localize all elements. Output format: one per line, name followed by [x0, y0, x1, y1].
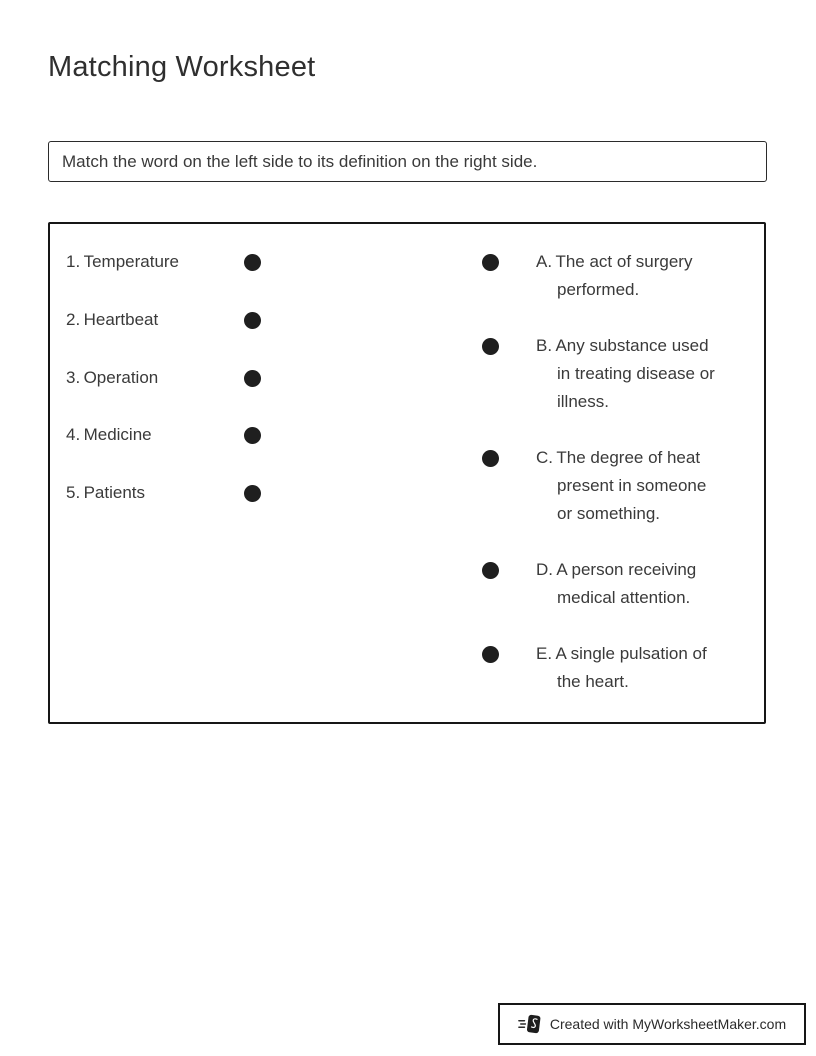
word-label: 3. Operation — [66, 368, 159, 387]
match-dot-left — [244, 485, 261, 502]
definition-text — [536, 640, 776, 696]
word-label: 4. Medicine — [66, 425, 152, 444]
definition-line: or something. — [557, 504, 660, 523]
definition-line: illness. — [557, 392, 609, 411]
page-title: Matching Worksheet — [48, 51, 316, 83]
definition-line: in treating disease or — [557, 364, 715, 383]
definition-line: B. Any substance used — [536, 336, 709, 355]
match-dot-right — [482, 450, 499, 467]
match-dot-left — [244, 370, 261, 387]
definition-line: medical attention. — [557, 588, 691, 607]
match-dot-right — [482, 646, 499, 663]
creator-badge[interactable] — [498, 1003, 806, 1045]
word-label: 2. Heartbeat — [66, 310, 159, 329]
definition-line: A. The act of surgery — [536, 252, 693, 271]
definition-line: C. The degree of heat — [536, 448, 701, 467]
flying-worksheet-icon — [518, 1012, 542, 1036]
definition-line: present in someone — [557, 476, 707, 495]
match-dot-right — [482, 338, 499, 355]
word-label: 5. Patients — [66, 483, 146, 502]
instruction-box — [48, 141, 767, 182]
definition-text — [536, 332, 776, 416]
definition-line: E. A single pulsation of — [536, 644, 707, 663]
word-row — [50, 306, 768, 334]
match-dot-left — [244, 312, 261, 329]
definition-text — [536, 248, 776, 304]
definition-text — [536, 556, 776, 612]
creator-credit-text: Created with MyWorksheetMaker.com — [549, 1016, 787, 1032]
match-dot-left — [244, 254, 261, 271]
definition-line: D. A person receiving — [536, 560, 697, 579]
definition-line: the heart. — [557, 672, 629, 691]
match-dot-right — [482, 562, 499, 579]
instruction-text: Match the word on the left side to its definition on the right side. — [62, 151, 538, 171]
word-label: 1. Temperature — [66, 252, 180, 271]
match-dot-left — [244, 427, 261, 444]
definition-line: performed. — [557, 280, 640, 299]
match-dot-right — [482, 254, 499, 271]
definition-text — [536, 444, 776, 528]
matching-area — [48, 222, 766, 724]
